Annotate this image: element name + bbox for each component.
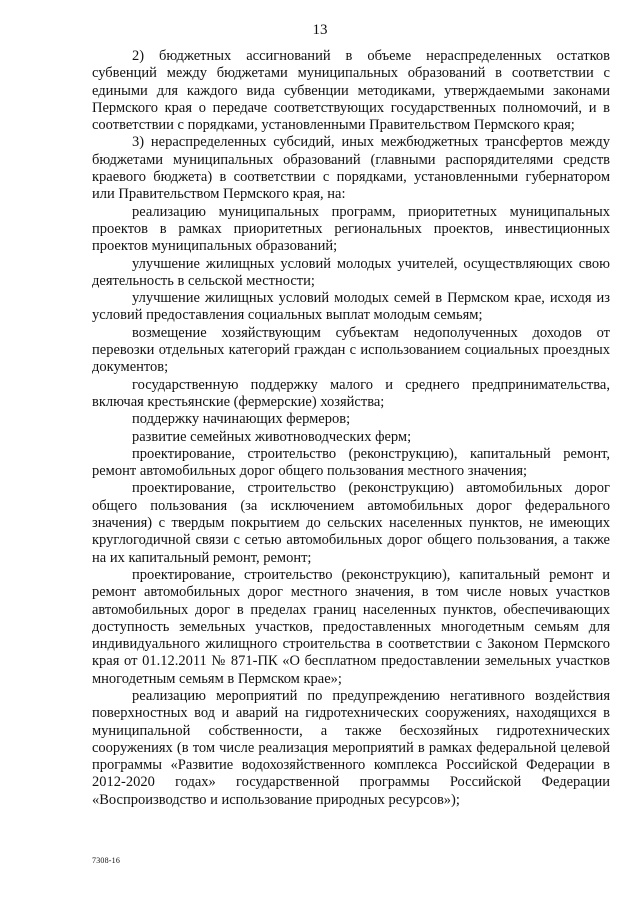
- document-body: [92, 48, 610, 809]
- paragraph-young-families-housing: улучшение жилищных условий молодых семей в Пермском крае, исходя из условий предоставления социальных выплат молодым семьям;: [92, 290, 610, 324]
- document-code: 7308-16: [92, 856, 121, 865]
- paragraph-hydraulic-structures: реализацию мероприятий по предупреждению негативного воздействия поверхностных вод и аварий на гидротехнических сооружениях, находящихся в муниципальной собственности, а также бесхозяйных гидротехнических сооружениях (в том числе реализация мероприятий в рамках федеральной целевой программы «Развитие водохозяйственного комплекса Российской Федерации в 2012-2020 годах» государственной программы Российской Федерации «Воспроизводство и использование природных ресурсов»);: [92, 687, 610, 808]
- paragraph-rural-roads: проектирование, строительство (реконструкцию) автомобильных дорог общего пользования (за исключением автомобильных дорог федерального значения) с твердым покрытием до сельских населенных пунктов, не имеющих круглогодичной связи с сетью автомобильных дорог общего пользования, а также на их капитальный ремонт, ремонт;: [92, 480, 610, 566]
- paragraph-municipal-programs: реализацию муниципальных программ, приоритетных муниципальных проектов в рамках приоритетных региональных проектов, инвестиционных проектов муниципальных образований;: [92, 203, 610, 255]
- paragraph-budget-allocations: 2) бюджетных ассигнований в объеме нераспределенных остатков субвенций между бюджетами муниципальных образований в соответствии с едиными для каждого вида субвенции методиками, утверждаемыми законами Пермского края о передаче соответствующих государственных полномочий, и в соответствии с порядками, установленными Правительством Пермского края;: [92, 48, 610, 134]
- paragraph-novice-farmers: поддержку начинающих фермеров;: [132, 411, 351, 428]
- paragraph-family-farms: развитие семейных животноводческих ферм;: [132, 428, 412, 445]
- paragraph-large-families-roads: проектирование, строительство (реконструкцию), капитальный ремонт и ремонт автомобильных дорог местного значения, в том числе новых участков автомобильных дорог в пределах границ населенных пунктов, обеспечивающих доступность земельных участков, предоставленных многодетным семьям для индивидуального жилищного строительства в соответствии с Законом Пермского края от 01.12.2011 № 871-ПК «О бесплатном предоставлении земельных участков многодетным семьям в Пермском крае»;: [92, 566, 610, 687]
- paragraph-local-roads: проектирование, строительство (реконструкцию), капитальный ремонт, ремонт автомобильных дорог общего пользования местного значения;: [92, 445, 610, 480]
- page-number: 13: [312, 22, 328, 38]
- paragraph-young-teachers-housing: улучшение жилищных условий молодых учителей, осуществляющих свою деятельность в сельской местности;: [92, 255, 610, 289]
- paragraph-business-support: государственную поддержку малого и среднего предпринимательства, включая крестьянские (фермерские) хозяйства;: [92, 376, 610, 410]
- paragraph-transport-compensation: возмещение хозяйствующим субъектам недополученных доходов от перевозки отдельных категорий граждан с использованием социальных проездных документов;: [92, 324, 610, 376]
- paragraph-undistributed-subsidies: 3) нераспределенных субсидий, иных межбюджетных трансфертов между бюджетами муниципальных образований (главными распорядителями средств краевого бюджета) в соответствии с порядками, установленными губернатором или Правительством Пермского края, на:: [92, 134, 610, 203]
